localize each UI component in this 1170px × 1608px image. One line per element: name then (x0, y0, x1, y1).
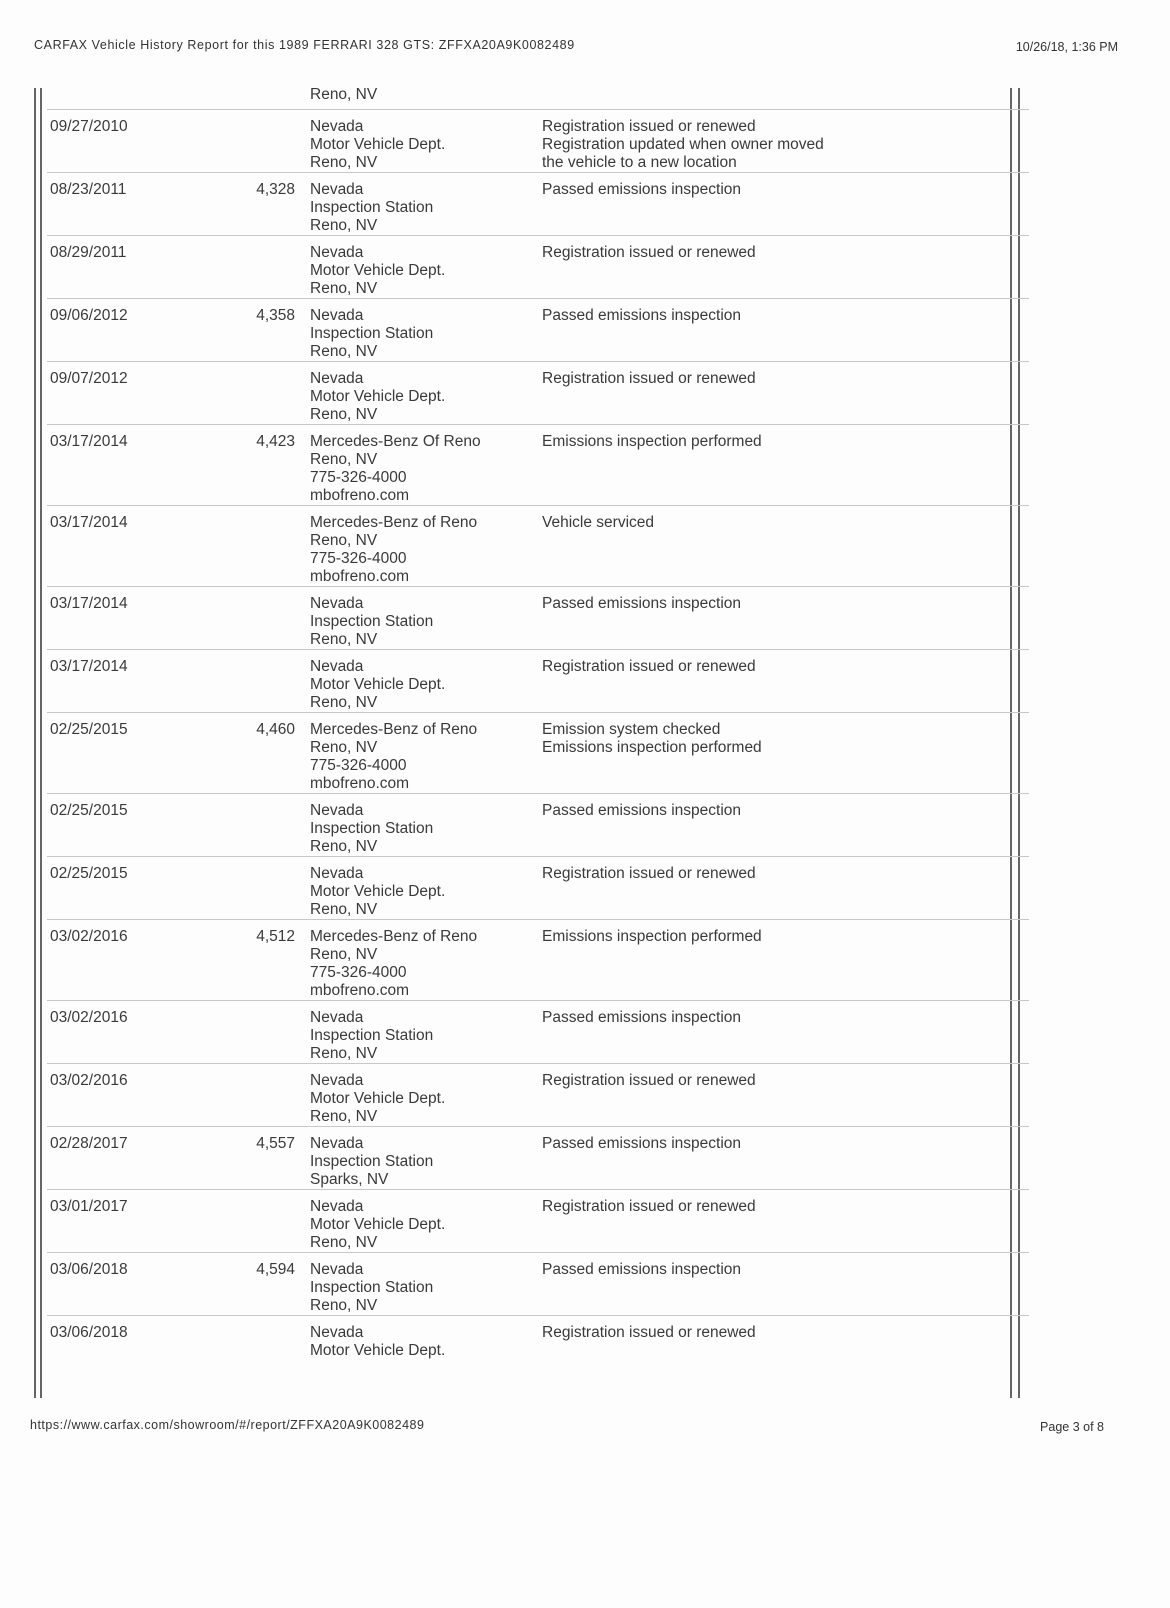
record-comments: Passed emissions inspection (542, 1261, 742, 1278)
record-source: Reno, NV (310, 86, 378, 103)
record-odometer: 4,594 (256, 1261, 295, 1278)
record-comments: Registration issued or renewed (542, 658, 756, 675)
record-date: 03/06/2018 (50, 1324, 128, 1341)
record-date: 08/29/2011 (50, 244, 127, 261)
record-date: 03/02/2016 (50, 1009, 128, 1026)
record-date: 03/17/2014 (50, 658, 128, 675)
record-date: 03/17/2014 (50, 595, 128, 612)
record-odometer: 4,512 (256, 928, 295, 945)
record-comments: Registration issued or renewed Registration updated when owner moved the vehicle to a new location (542, 118, 824, 171)
record-odometer: 4,460 (256, 721, 295, 738)
record-source: Nevada Inspection Station Sparks, NV (310, 1135, 434, 1188)
record-comments: Registration issued or renewed (542, 370, 756, 387)
table-row (47, 1001, 1029, 1064)
record-date: 03/02/2016 (50, 1072, 128, 1089)
record-odometer: 4,423 (256, 433, 295, 450)
record-date: 02/25/2015 (50, 802, 128, 819)
record-comments: Passed emissions inspection (542, 307, 742, 324)
table-row (47, 650, 1029, 713)
record-comments: Passed emissions inspection (542, 1135, 742, 1152)
record-source: Nevada Inspection Station Reno, NV (310, 595, 434, 648)
record-comments: Registration issued or renewed (542, 244, 756, 261)
record-source: Mercedes-Benz of Reno Reno, NV 775-326-4000 mbofreno.com (310, 721, 478, 792)
record-date: 02/28/2017 (50, 1135, 128, 1152)
table-row (47, 110, 1029, 173)
table-row (47, 173, 1029, 236)
record-comments: Passed emissions inspection (542, 1009, 742, 1026)
record-source: Mercedes-Benz Of Reno Reno, NV 775-326-4000 mbofreno.com (310, 433, 481, 504)
table-row (47, 1064, 1029, 1127)
table-row (47, 1253, 1029, 1316)
record-comments: Passed emissions inspection (542, 802, 742, 819)
record-odometer: 4,557 (256, 1135, 295, 1152)
record-source: Mercedes-Benz of Reno Reno, NV 775-326-4000 mbofreno.com (310, 928, 478, 999)
record-comments: Emissions inspection performed (542, 433, 762, 450)
page-number: Page 3 of 8 (1040, 1420, 1104, 1434)
record-date: 09/27/2010 (50, 118, 128, 135)
record-comments: Registration issued or renewed (542, 1072, 756, 1089)
record-comments: Emission system checked Emissions inspection performed (542, 721, 762, 756)
table-row (47, 587, 1029, 650)
left-border-outer (34, 88, 36, 1398)
table-row (47, 1127, 1029, 1190)
record-date: 08/23/2011 (50, 181, 127, 198)
table-row (47, 425, 1029, 506)
table-row (47, 857, 1029, 920)
record-source: Nevada Motor Vehicle Dept. Reno, NV (310, 865, 446, 918)
table-row (47, 920, 1029, 1001)
table-row (47, 236, 1029, 299)
record-date: 03/17/2014 (50, 433, 128, 450)
record-date: 03/06/2018 (50, 1261, 128, 1278)
footer-url: https://www.carfax.com/showroom/#/report/ZFFXA20A9K0082489 (30, 1418, 425, 1432)
print-datetime: 10/26/18, 1:36 PM (1015, 40, 1118, 54)
record-source: Nevada Inspection Station Reno, NV (310, 307, 434, 360)
table-row (47, 713, 1029, 794)
record-date: 09/07/2012 (50, 370, 128, 387)
table-row (47, 1190, 1029, 1253)
table-row (47, 794, 1029, 857)
record-source: Nevada Motor Vehicle Dept. Reno, NV (310, 1072, 446, 1125)
record-comments: Registration issued or renewed (542, 1198, 756, 1215)
history-table-frame (34, 88, 1044, 1398)
record-date: 03/02/2016 (50, 928, 128, 945)
table-row (47, 1316, 1029, 1363)
record-comments: Passed emissions inspection (542, 595, 742, 612)
record-source: Nevada Motor Vehicle Dept. Reno, NV (310, 118, 446, 171)
table-row (47, 362, 1029, 425)
record-date: 02/25/2015 (50, 721, 128, 738)
record-date: 09/06/2012 (50, 307, 128, 324)
record-comments: Registration issued or renewed (542, 1324, 756, 1341)
record-comments: Passed emissions inspection (542, 181, 742, 198)
record-source: Nevada Inspection Station Reno, NV (310, 181, 434, 234)
record-date: 03/17/2014 (50, 514, 128, 531)
record-odometer: 4,358 (256, 307, 295, 324)
record-comments: Emissions inspection performed (542, 928, 762, 945)
record-source: Nevada Motor Vehicle Dept. Reno, NV (310, 1198, 446, 1251)
table-row (47, 506, 1029, 587)
record-date: 03/01/2017 (50, 1198, 128, 1215)
record-odometer: 4,328 (256, 181, 295, 198)
record-source: Nevada Inspection Station Reno, NV (310, 802, 434, 855)
record-source: Nevada Motor Vehicle Dept. (310, 1324, 446, 1359)
table-row (47, 88, 1029, 110)
record-source: Mercedes-Benz of Reno Reno, NV 775-326-4000 mbofreno.com (310, 514, 478, 585)
record-source: Nevada Inspection Station Reno, NV (310, 1009, 434, 1062)
record-source: Nevada Motor Vehicle Dept. Reno, NV (310, 244, 446, 297)
record-comments: Registration issued or renewed (542, 865, 756, 882)
record-date: 02/25/2015 (50, 865, 128, 882)
table-row (47, 299, 1029, 362)
left-border-inner (40, 88, 42, 1398)
record-source: Nevada Motor Vehicle Dept. Reno, NV (310, 370, 446, 423)
record-comments: Vehicle serviced (542, 514, 655, 531)
record-source: Nevada Inspection Station Reno, NV (310, 1261, 434, 1314)
record-source: Nevada Motor Vehicle Dept. Reno, NV (310, 658, 446, 711)
report-title: CARFAX Vehicle History Report for this 1989 FERRARI 328 GTS: ZFFXA20A9K0082489 (34, 38, 575, 52)
history-table (47, 88, 1029, 1363)
